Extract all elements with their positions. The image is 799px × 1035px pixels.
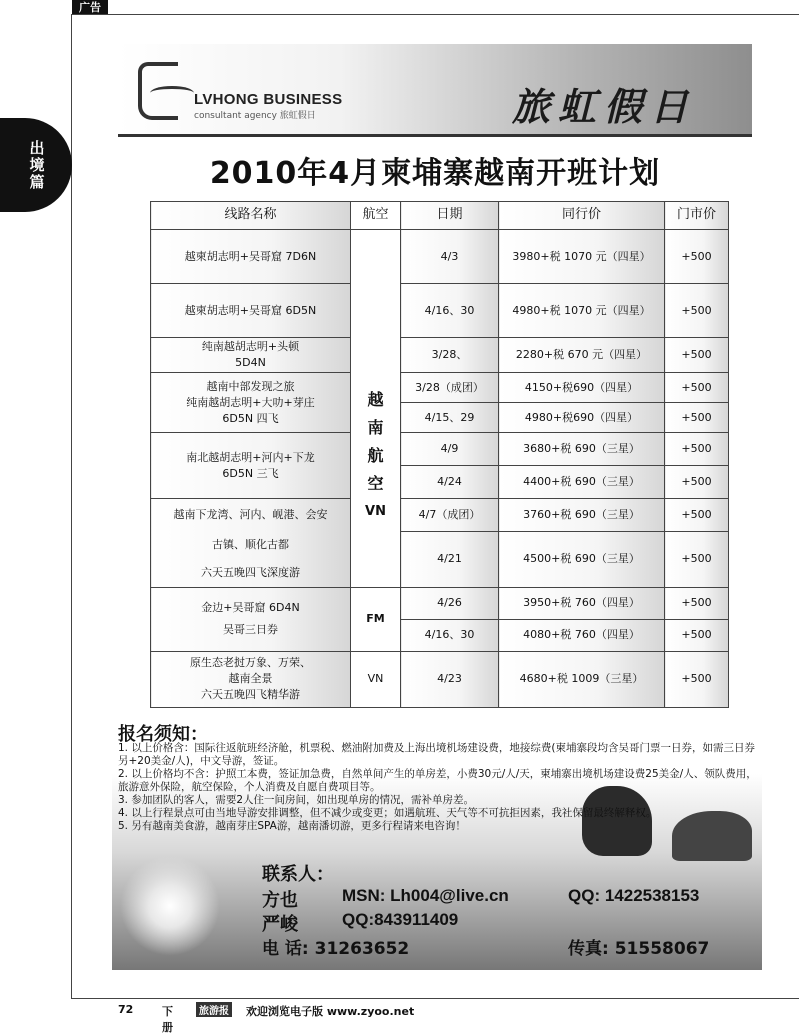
phone-contact: 电 话: 31263652 bbox=[262, 939, 410, 959]
airline-vn-cell: VN bbox=[351, 651, 401, 707]
route-cell-continued: 古镇、顺化古都 六天五晚四飞深度游 bbox=[151, 531, 351, 587]
fax-contact: 传真: 51558067 bbox=[568, 939, 710, 959]
price-cell: 4400+税 690（三星） bbox=[499, 466, 665, 499]
notice-item: 3. 参加团队的客人，需要2人住一间房间，如出现单房的情况，需补单房差。 bbox=[118, 794, 475, 806]
volume-label: 下册 bbox=[162, 1005, 173, 1034]
header-trade-price: 同行价 bbox=[499, 202, 665, 230]
retail-cell: +500 bbox=[665, 338, 729, 373]
date-cell: 4/15、29 bbox=[401, 403, 499, 433]
firework-icon bbox=[120, 856, 220, 956]
notice-title: 报名须知： bbox=[118, 724, 208, 745]
route-cell: 越南下龙湾、河内、岘港、会安 bbox=[151, 499, 351, 531]
date-cell: 4/16、30 bbox=[401, 284, 499, 338]
route-cell: 南北越胡志明+河内+下龙 6D5N 三飞 bbox=[151, 433, 351, 499]
price-cell: 3680+税 690（三星） bbox=[499, 433, 665, 466]
header-divider bbox=[118, 134, 752, 137]
contact-person-2: 严峻 bbox=[262, 914, 298, 935]
price-cell: 4680+税 1009（三星） bbox=[499, 651, 665, 707]
brand-calligraphy: 旅虹假日 bbox=[512, 84, 697, 129]
ad-tag: 广告 bbox=[72, 0, 108, 15]
date-cell: 4/24 bbox=[401, 466, 499, 499]
price-cell: 3760+税 690（三星） bbox=[499, 499, 665, 531]
date-cell: 4/3 bbox=[401, 230, 499, 284]
bird-icon bbox=[150, 86, 194, 100]
price-cell: 2280+税 670 元（四星） bbox=[499, 338, 665, 373]
retail-cell: +500 bbox=[665, 619, 729, 651]
header-date: 日期 bbox=[401, 202, 499, 230]
notice-list bbox=[118, 742, 758, 833]
page-title: 2010年4月柬埔寨越南开班计划 bbox=[209, 156, 661, 191]
brand-name: LVHONG BUSINESS bbox=[194, 91, 343, 108]
route-cell: 越柬胡志明+吴哥窟 7D6N bbox=[151, 230, 351, 284]
price-cell: 4500+税 690（三星） bbox=[499, 531, 665, 587]
retail-cell: +500 bbox=[665, 230, 729, 284]
retail-cell: +500 bbox=[665, 531, 729, 587]
price-cell: 4150+税690（四星） bbox=[499, 373, 665, 403]
price-cell: 4980+税 1070 元（四星） bbox=[499, 284, 665, 338]
page-number: 72 bbox=[118, 1003, 134, 1016]
section-tab bbox=[0, 118, 72, 212]
retail-cell: +500 bbox=[665, 403, 729, 433]
notice-item: 1. 以上价格含：国际往返航班经济舱，机票税、燃油附加费及上海出境机场建设费，地接综费(柬埔寨段均含吴哥门票一日券，如需三日券另+20美金/人)，中文导游，签证。 bbox=[118, 742, 755, 767]
route-cell: 纯南越胡志明+头顿 5D4N bbox=[151, 338, 351, 373]
retail-cell: +500 bbox=[665, 373, 729, 403]
notice-item: 4. 以上行程景点可由当地导游安排调整，但不减少或变更；如遇航班、天气等不可抗拒因素，我社保留最终解释权。 bbox=[118, 807, 657, 819]
header-airline: 航空 bbox=[351, 202, 401, 230]
route-cell: 金边+吴哥窟 6D4N 吴哥三日券 bbox=[151, 587, 351, 651]
price-cell: 3980+税 1070 元（四星） bbox=[499, 230, 665, 284]
qq-contact-1: QQ: 1422538153 bbox=[568, 886, 700, 905]
price-cell: 3950+税 760（四星） bbox=[499, 587, 665, 619]
price-cell: 4980+税690（四星） bbox=[499, 403, 665, 433]
date-cell: 4/7（成团） bbox=[401, 499, 499, 531]
brand-subtitle: consultant agency 旅虹假日 bbox=[194, 111, 316, 121]
date-cell: 3/28（成团） bbox=[401, 373, 499, 403]
notice-section bbox=[112, 716, 762, 970]
date-cell: 4/21 bbox=[401, 531, 499, 587]
website-link[interactable]: 欢迎浏览电子版 www.zyoo.net bbox=[246, 1005, 415, 1018]
route-cell: 越柬胡志明+吴哥窟 6D5N bbox=[151, 284, 351, 338]
contact-person-1: 方也 bbox=[262, 890, 298, 911]
route-cell: 原生态老挝万象、万荣、 越南全景 六天五晚四飞精华游 bbox=[151, 651, 351, 707]
publication-badge: 旅游报 bbox=[196, 1002, 232, 1017]
notice-item: 2. 以上价格均不含：护照工本费，签证加急费，自然单间产生的单房差，小费30元/人/天，柬埔寨出境机场建设费25美金/人、领队费用，旅游意外保险，航空保险，个人消费及自愿自费项目等。 bbox=[118, 768, 757, 793]
contact-heading: 联系人： bbox=[262, 864, 334, 885]
retail-cell: +500 bbox=[665, 651, 729, 707]
schedule-table bbox=[150, 201, 729, 708]
date-cell: 4/23 bbox=[401, 651, 499, 707]
retail-cell: +500 bbox=[665, 466, 729, 499]
qq-contact-2: QQ:843911409 bbox=[342, 910, 459, 929]
header-route: 线路名称 bbox=[151, 202, 351, 230]
msn-contact: MSN: Lh004@live.cn bbox=[342, 886, 509, 905]
date-cell: 4/26 bbox=[401, 587, 499, 619]
retail-cell: +500 bbox=[665, 433, 729, 466]
route-cell: 越南中部发现之旅 纯南越胡志明+大叻+芽庄 6D5N 四飞 bbox=[151, 373, 351, 433]
date-cell: 4/9 bbox=[401, 433, 499, 466]
notice-item: 5. 另有越南美食游，越南芽庄SPA游，越南潘切游，更多行程请来电咨询！ bbox=[118, 820, 466, 832]
date-cell: 4/16、30 bbox=[401, 619, 499, 651]
retail-cell: +500 bbox=[665, 587, 729, 619]
retail-cell: +500 bbox=[665, 284, 729, 338]
section-tab-label: 出境篇 bbox=[29, 139, 45, 191]
airline-fm-cell: FM bbox=[351, 587, 401, 651]
airline-cell: 越 南 航 空 VN bbox=[351, 230, 401, 588]
retail-cell: +500 bbox=[665, 499, 729, 531]
header-retail-price: 门市价 bbox=[665, 202, 729, 230]
price-cell: 4080+税 760（四星） bbox=[499, 619, 665, 651]
date-cell: 3/28、 bbox=[401, 338, 499, 373]
